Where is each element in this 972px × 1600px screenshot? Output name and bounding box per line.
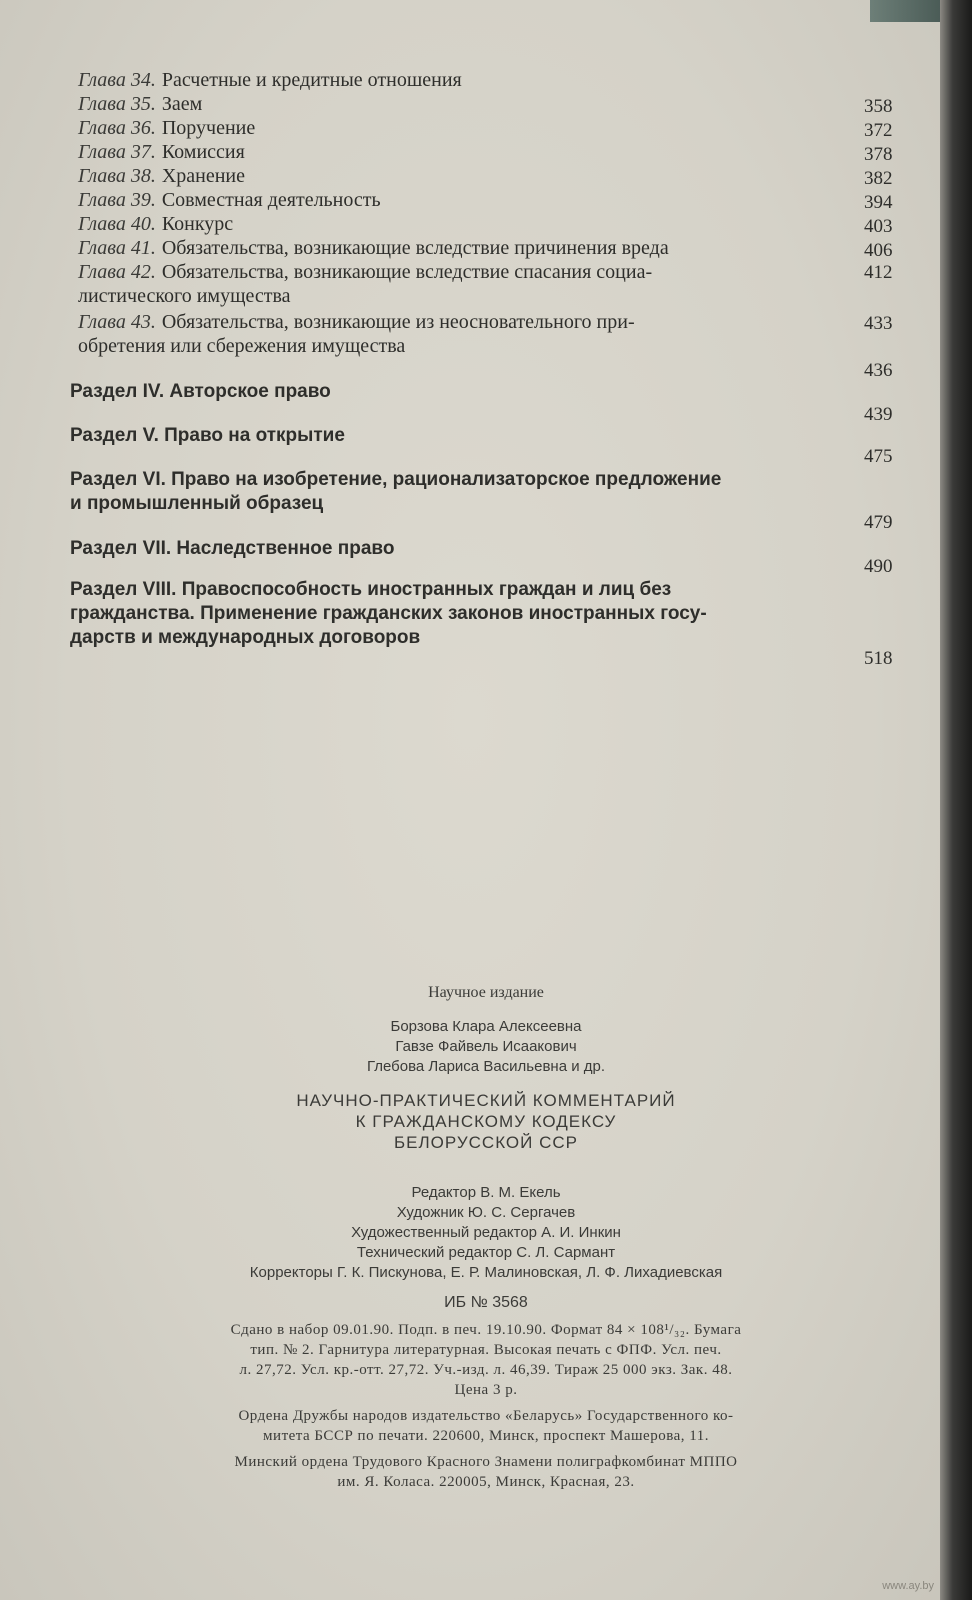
staff-editor: Редактор В. М. Екель [411, 1184, 561, 1201]
chapter-title-continuation: обретения или сбережения имущества [78, 335, 406, 357]
toc-chapter-39 [78, 188, 940, 212]
author-1: Борзова Клара Алексеевна [390, 1018, 582, 1035]
chapter-title: Комиссия [161, 141, 245, 163]
page-number: 412 [864, 262, 893, 283]
author-2: Гавзе Файвель Исаакович [395, 1038, 577, 1055]
chapter-number: Глава 41. [78, 237, 156, 259]
toc-chapter-41 [78, 236, 940, 260]
staff-tech-editor: Технический редактор С. Л. Сармант [356, 1244, 616, 1261]
toc-section-6: Раздел VI. Право на изобретение, рационализаторское предложение [70, 469, 722, 490]
page-number: 394 [864, 192, 893, 213]
print-details-1: Сдано в набор 09.01.90. Подп. в печ. 19.10.90. Формат 84 × 108¹/₃₂. Бумага [230, 1322, 742, 1338]
page-number: 403 [864, 216, 893, 237]
page-number: 382 [864, 168, 893, 189]
publisher-1: Ордена Дружбы народов издательство «Беларусь» Государственного ко- [238, 1408, 734, 1424]
chapter-number: Глава 42. [78, 261, 156, 283]
toc-chapter-35 [78, 92, 940, 116]
chapter-title: Совместная деятельность [161, 189, 381, 211]
toc-chapter-38 [78, 164, 940, 188]
chapter-title: Расчетные и кредитные отношения [161, 69, 462, 91]
edition-type: Научное издание [428, 984, 544, 1001]
chapter-number: Глава 40. [78, 213, 156, 235]
toc-chapter-34 [78, 68, 940, 92]
chapter-number: Глава 37. [78, 141, 156, 163]
page-number: 490 [864, 556, 893, 577]
chapter-title: Хранение [161, 165, 246, 187]
price: Цена 3 р. [454, 1382, 518, 1398]
toc-section-4: Раздел IV. Авторское право [70, 381, 331, 402]
page-number: 372 [864, 120, 893, 141]
staff-proofreaders: Корректоры Г. К. Пискунова, Е. Р. Малиновская, Л. Ф. Лихадиевская [249, 1264, 723, 1281]
page-number: 358 [864, 96, 893, 117]
chapter-number: Глава 39. [78, 189, 156, 211]
toc-chapter-43 [78, 310, 940, 334]
page-number: 439 [864, 404, 893, 425]
page-number: 518 [864, 648, 893, 669]
chapter-number: Глава 43. [78, 311, 156, 333]
chapter-title-continuation: листического имущества [78, 285, 291, 307]
chapter-title: Конкурс [161, 213, 234, 235]
toc-chapter-42 [78, 260, 940, 284]
toc-section-7: Раздел VII. Наследственное право [70, 538, 395, 559]
section-title-continuation: гражданства. Применение гражданских законов иностранных госу- [70, 603, 707, 624]
chapter-number: Глава 38. [78, 165, 156, 187]
book-title-line-3: БЕЛОРУССКОЙ ССР [394, 1133, 578, 1152]
page-number: 433 [864, 313, 893, 334]
toc-chapter-40 [78, 212, 940, 236]
section-title-continuation-2: дарств и международных договоров [70, 627, 421, 648]
page-number: 406 [864, 240, 893, 261]
page-number: 475 [864, 446, 893, 467]
page-number: 479 [864, 512, 893, 533]
page-edge-shadow [940, 0, 972, 1600]
chapter-title: Обязательства, возникающие вследствие спасания социа- [161, 261, 653, 283]
page-number: 436 [864, 360, 893, 381]
chapter-number: Глава 34. [78, 69, 156, 91]
book-title-line-2: К ГРАЖДАНСКОМУ КОДЕКСУ [355, 1112, 617, 1131]
chapter-title: Заем [161, 93, 203, 115]
printer-1: Минский ордена Трудового Красного Знамени полиграфкомбинат МППО [234, 1454, 738, 1470]
staff-artist: Художник Ю. С. Сергачев [396, 1204, 576, 1221]
chapter-title: Поручение [161, 117, 256, 139]
toc-section-8: Раздел VIII. Правоспособность иностранных граждан и лиц без [70, 579, 672, 600]
watermark: www.ay.by [882, 1580, 934, 1592]
print-details-3: л. 27,72. Усл. кр.-отт. 27,72. Уч.-изд. л. 46,39. Тираж 25 000 экз. Зак. 48. [239, 1362, 733, 1378]
book-title-line-1: НАУЧНО-ПРАКТИЧЕСКИЙ КОММЕНТАРИЙ [296, 1091, 676, 1110]
publisher-2: митета БССР по печати. 220600, Минск, проспект Машерова, 11. [263, 1428, 709, 1444]
staff-art-editor: Художественный редактор А. И. Инкин [351, 1224, 621, 1241]
section-title-continuation: и промышленный образец [70, 493, 324, 514]
printer-2: им. Я. Коласа. 220005, Минск, Красная, 23. [337, 1474, 635, 1490]
chapter-title: Обязательства, возникающие из неосновательного при- [161, 311, 635, 333]
page-number: 378 [864, 144, 893, 165]
toc-chapter-36 [78, 116, 940, 140]
chapter-number: Глава 36. [78, 117, 156, 139]
author-3: Глебова Лариса Васильевна и др. [366, 1058, 606, 1075]
toc-section-5: Раздел V. Право на открытие [70, 425, 345, 446]
chapter-title: Обязательства, возникающие вследствие причинения вреда [161, 237, 669, 259]
ib-number: ИБ № 3568 [444, 1294, 528, 1311]
page-corner [870, 0, 940, 22]
toc-chapter-37 [78, 140, 940, 164]
print-details-2: тип. № 2. Гарнитура литературная. Высокая печать с ФПФ. Усл. печ. [250, 1342, 722, 1358]
chapter-number: Глава 35. [78, 93, 156, 115]
